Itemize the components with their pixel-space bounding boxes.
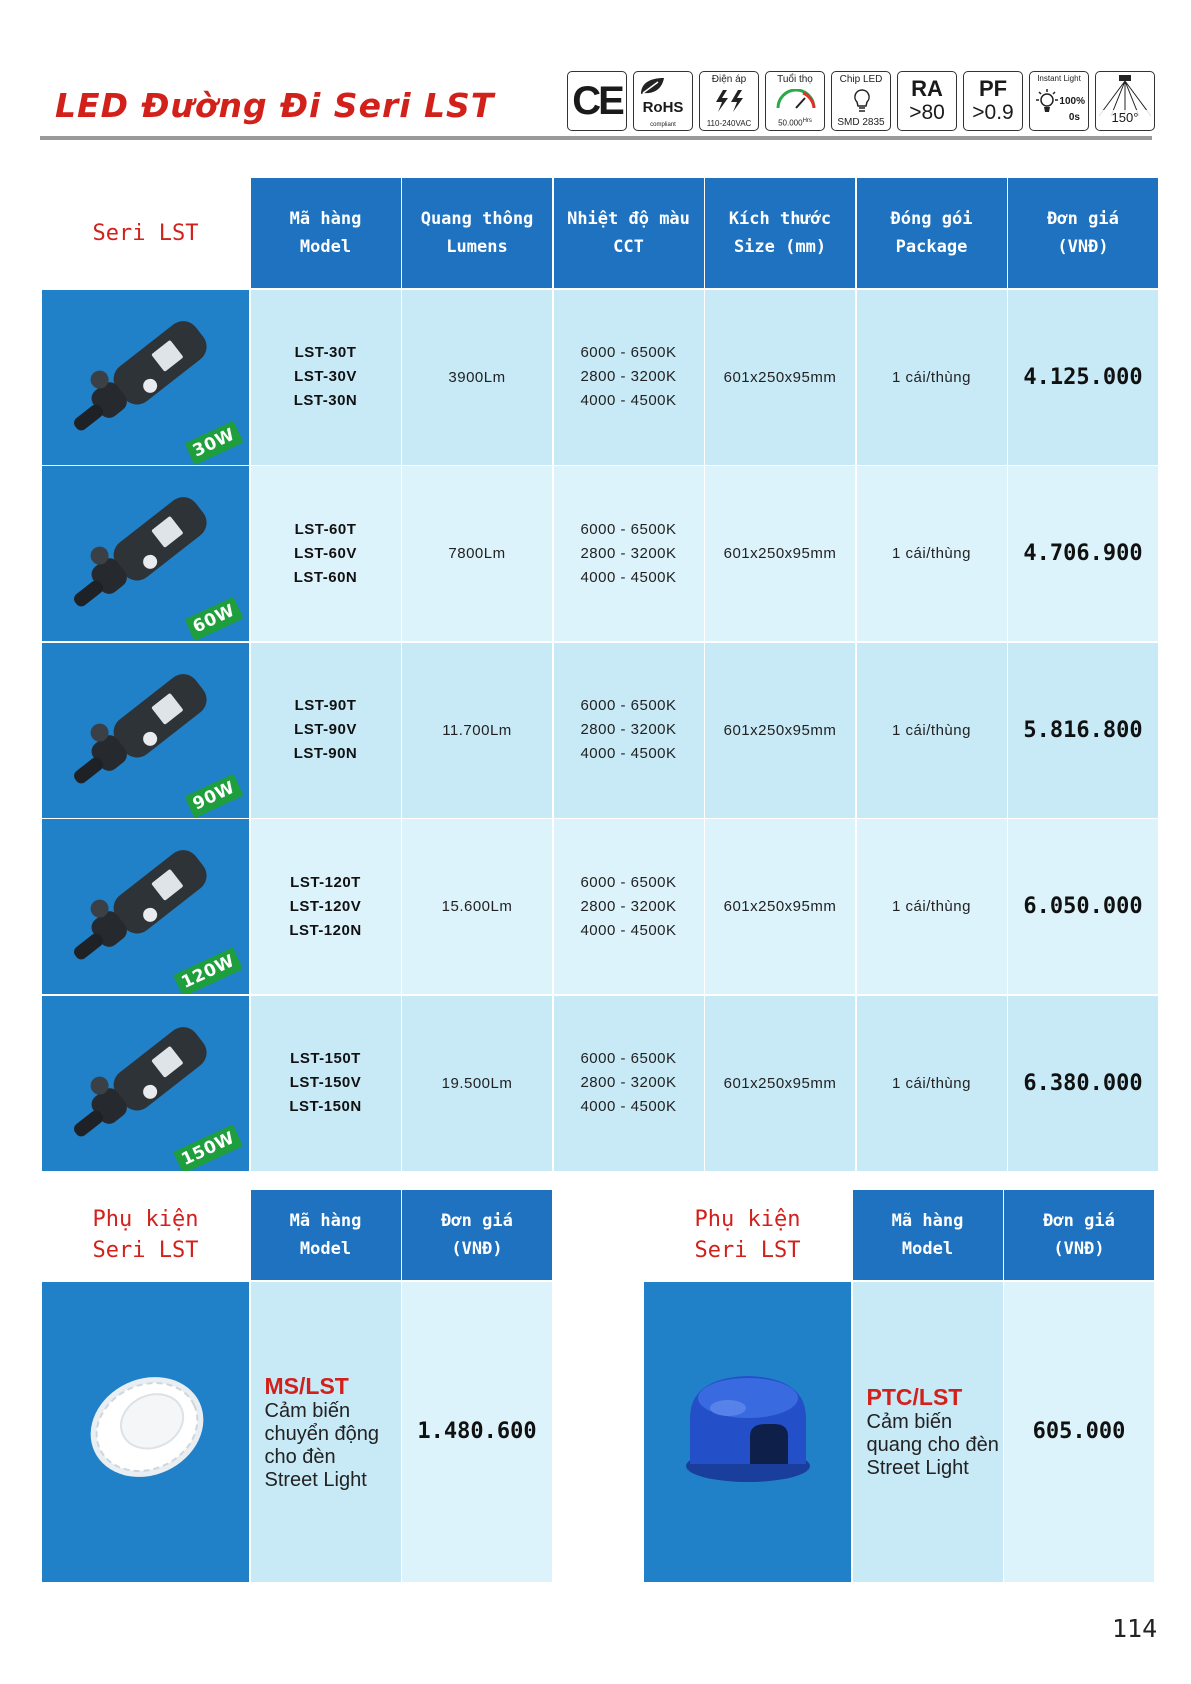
model-code: LST-120T <box>290 873 361 891</box>
photocell-sensor-image <box>644 1282 851 1582</box>
lifetime-unit: Hrs <box>802 118 812 125</box>
lifetime-hours <box>766 118 824 128</box>
package-value: 1 cái/thùng <box>857 643 1007 818</box>
accessory-description-line: cho đèn <box>264 1445 336 1468</box>
header-price <box>1004 1190 1154 1280</box>
pf-badge <box>963 71 1023 131</box>
page-title: LED Đường Đi Seri LST <box>55 86 495 125</box>
accessory-price: 1.480.600 <box>402 1282 552 1582</box>
header-model <box>251 1190 401 1280</box>
product-image-30w <box>42 290 249 465</box>
header-model-vi: Mã hàng <box>891 1211 964 1231</box>
model-code: LST-120V <box>289 897 362 915</box>
header-price-vi: Đơn giá <box>441 1211 513 1231</box>
sun-bulb-icon <box>1033 87 1061 117</box>
cct-value: 6000 - 6500K <box>580 1050 677 1067</box>
instant-light-zero: 0s <box>1068 112 1080 123</box>
chip-led-type: SMD 2835 <box>837 117 885 128</box>
header-model <box>251 178 401 288</box>
header-price <box>402 1190 552 1280</box>
model-code: LST-60V <box>294 544 357 562</box>
price-value: 6.380.000 <box>1008 996 1158 1171</box>
lumens-value: 19.500Lm <box>402 996 552 1171</box>
rohs-label: RoHS <box>642 98 684 116</box>
header-package-en: Package <box>895 237 968 257</box>
accessory-label <box>42 1190 249 1280</box>
header-price-en: (VNĐ) <box>1057 237 1109 257</box>
header-model <box>853 1190 1003 1280</box>
model-list <box>251 290 401 465</box>
model-code: LST-150T <box>290 1050 361 1067</box>
motion-sensor-image <box>42 1282 249 1582</box>
pf-label: PF <box>978 76 1008 101</box>
cct-list <box>554 290 704 465</box>
header-lumens <box>402 178 552 288</box>
cct-list <box>554 643 704 818</box>
header-price-en: (VNĐ) <box>451 1239 503 1259</box>
cct-value: 2800 - 3200K <box>580 721 677 738</box>
accessory-description-line: Cảm biến <box>264 1399 351 1422</box>
accessory-model-code: PTC/LST <box>866 1384 963 1410</box>
wattage-badge: 120W <box>173 947 243 994</box>
accessory-model-code: MS/LST <box>264 1372 349 1399</box>
price-value: 6.050.000 <box>1008 819 1158 994</box>
wattage-badge: 60W <box>185 597 244 641</box>
cct-value: 6000 - 6500K <box>580 873 677 891</box>
lumens-value: 15.600Lm <box>402 819 552 994</box>
rohs-compliant-text: compliant <box>650 122 676 128</box>
title-divider <box>40 136 1152 140</box>
instant-light-caption: Instant Light <box>1037 74 1081 83</box>
accessory-label-line1: Phụ kiện <box>92 1207 199 1232</box>
lifetime-caption: Tuổi thọ <box>777 74 813 85</box>
size-value: 601x250x95mm <box>705 466 855 641</box>
model-code: LST-90V <box>294 721 357 738</box>
accessory-model-description <box>251 1282 401 1582</box>
cct-list <box>554 996 704 1171</box>
pf-value: >0.9 <box>972 101 1014 124</box>
accessory-description-line: Street Light <box>264 1468 367 1491</box>
ra-label: RA <box>911 76 943 101</box>
price-value: 5.816.800 <box>1008 643 1158 818</box>
header-lumens-en: Lumens <box>446 237 508 257</box>
model-code: LST-30T <box>294 344 357 361</box>
package-value: 1 cái/thùng <box>857 466 1007 641</box>
product-image-60w <box>42 466 249 641</box>
package-value: 1 cái/thùng <box>857 996 1007 1171</box>
header-cct-en: CCT <box>613 237 644 257</box>
cct-list <box>554 466 704 641</box>
header-price-vi: Đơn giá <box>1047 209 1119 229</box>
bulb-icon <box>852 88 872 114</box>
cct-value: 2800 - 3200K <box>580 544 677 562</box>
header-model-en: Model <box>901 1239 954 1259</box>
wattage-badge: 30W <box>185 420 244 464</box>
ra-badge <box>897 71 957 131</box>
model-code: LST-60T <box>294 520 357 538</box>
chip-led-caption: Chip LED <box>839 74 883 85</box>
voltage-caption: Điện áp <box>711 74 747 85</box>
header-lumens-vi: Quang thông <box>420 209 534 229</box>
accessory-table-photocell <box>644 1190 1152 1582</box>
lifetime-value: 50.000 <box>778 119 803 128</box>
price-value: 4.125.000 <box>1008 290 1158 465</box>
header-price-en: (VNĐ) <box>1053 1239 1105 1259</box>
main-price-table <box>42 178 1152 1171</box>
size-value: 601x250x95mm <box>705 996 855 1171</box>
cct-value: 6000 - 6500K <box>580 697 677 714</box>
leaf-icon <box>638 75 668 97</box>
package-value: 1 cái/thùng <box>857 819 1007 994</box>
accessory-description-line: Street Light <box>866 1457 969 1479</box>
model-code: LST-150V <box>289 1074 362 1091</box>
size-value: 601x250x95mm <box>705 819 855 994</box>
motion-sensor-icon <box>82 1362 212 1492</box>
header-price <box>1008 178 1158 288</box>
cct-value: 4000 - 4500K <box>580 392 677 409</box>
beam-angle-badge <box>1095 71 1155 131</box>
cct-value: 4000 - 4500K <box>580 745 677 762</box>
beam-angle-value: 150° <box>1096 110 1154 125</box>
header-package-vi: Đóng gói <box>890 209 973 229</box>
model-code: LST-90N <box>293 745 358 762</box>
cct-value: 4000 - 4500K <box>580 1098 677 1115</box>
lightning-icon <box>713 89 747 113</box>
street-light-image <box>56 480 226 630</box>
street-light-image <box>56 657 226 807</box>
size-value: 601x250x95mm <box>705 643 855 818</box>
instant-light-percent: 100% <box>1059 96 1085 107</box>
cct-value: 2800 - 3200K <box>580 897 677 915</box>
product-image-150w <box>42 996 249 1171</box>
price-value: 4.706.900 <box>1008 466 1158 641</box>
product-image-120w <box>42 819 249 994</box>
ce-badge <box>567 71 627 131</box>
accessory-description-line: Cảm biến <box>866 1411 953 1433</box>
accessory-label <box>644 1190 851 1280</box>
model-code: LST-30V <box>294 368 357 385</box>
accessory-description-line: quang cho đèn <box>866 1434 999 1456</box>
header-model-en: Model <box>299 237 352 257</box>
accessory-label-line2: Seri LST <box>694 1238 801 1263</box>
model-list <box>251 466 401 641</box>
header-model-vi: Mã hàng <box>289 1211 362 1231</box>
header-model-en: Model <box>299 1239 352 1259</box>
accessory-description-line: chuyển động <box>264 1422 380 1445</box>
lumens-value: 7800Lm <box>402 466 552 641</box>
header-cct <box>554 178 704 288</box>
street-light-image <box>56 304 226 454</box>
accessory-model-description <box>853 1282 1003 1582</box>
header-cct-vi: Nhiệt độ màu <box>567 209 690 229</box>
product-image-90w <box>42 643 249 818</box>
cct-value: 4000 - 4500K <box>580 568 677 586</box>
certification-badges <box>567 71 1155 131</box>
chip-led-badge <box>831 71 891 131</box>
rohs-badge <box>633 71 693 131</box>
page-number: 114 <box>1112 1614 1158 1643</box>
header-package <box>857 178 1007 288</box>
model-list <box>251 819 401 994</box>
model-code: LST-150N <box>289 1098 362 1115</box>
header-price-vi: Đơn giá <box>1043 1211 1115 1231</box>
voltage-range: 110-240VAC <box>706 119 752 128</box>
header-size-vi: Kích thước <box>728 209 832 229</box>
cct-list <box>554 819 704 994</box>
series-label: Seri LST <box>42 178 249 288</box>
wattage-badge: 150W <box>173 1124 243 1171</box>
header-model-vi: Mã hàng <box>289 209 362 229</box>
voltage-badge <box>699 71 759 131</box>
street-light-image <box>56 833 226 983</box>
model-code: LST-120N <box>289 921 362 939</box>
ce-mark: CE <box>572 79 622 123</box>
street-light-image <box>56 1010 226 1160</box>
lumens-value: 11.700Lm <box>402 643 552 818</box>
cct-value: 6000 - 6500K <box>580 344 677 361</box>
model-list <box>251 996 401 1171</box>
lifetime-badge <box>765 71 825 131</box>
photocell-sensor-icon <box>678 1368 818 1488</box>
size-value: 601x250x95mm <box>705 290 855 465</box>
model-list <box>251 643 401 818</box>
accessory-label-line1: Phụ kiện <box>694 1207 801 1232</box>
instant-light-badge <box>1029 71 1089 131</box>
accessory-price: 605.000 <box>1004 1282 1154 1582</box>
cct-value: 2800 - 3200K <box>580 368 677 385</box>
cct-value: 6000 - 6500K <box>580 520 677 538</box>
wattage-badge: 90W <box>185 773 244 817</box>
cct-value: 2800 - 3200K <box>580 1074 677 1091</box>
accessory-label-line2: Seri LST <box>92 1238 199 1263</box>
ra-value: >80 <box>909 101 945 124</box>
model-code: LST-30N <box>293 392 358 409</box>
gauge-icon <box>773 89 819 111</box>
header-size <box>705 178 855 288</box>
header-size-en: Size (mm) <box>733 237 827 257</box>
model-code: LST-90T <box>294 697 357 714</box>
cct-value: 4000 - 4500K <box>580 921 677 939</box>
lumens-value: 3900Lm <box>402 290 552 465</box>
accessory-table-motion-sensor <box>42 1190 550 1582</box>
package-value: 1 cái/thùng <box>857 290 1007 465</box>
model-code: LST-60N <box>293 568 358 586</box>
